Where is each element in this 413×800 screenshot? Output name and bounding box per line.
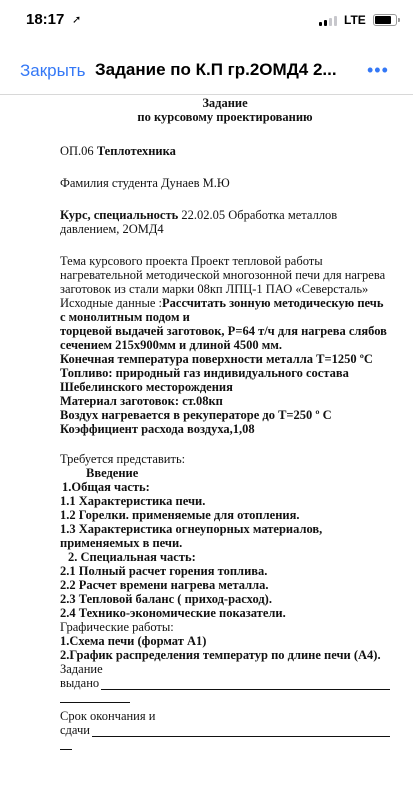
deadline-label: Срок окончания и <box>60 709 156 723</box>
document-page <box>60 96 390 800</box>
input-line: торцевой выдачей заготовок, Р=64 т/ч для нагрева слябов <box>60 324 387 338</box>
document-title: Задание по К.П гр.2ОМД4 2... <box>95 60 337 79</box>
general-part: 1.Общая часть: <box>62 480 150 494</box>
special-item: 2.2 Расчет времени нагрева металла. <box>60 578 269 592</box>
deadline-line: сдачи <box>60 723 390 737</box>
issued-label: Задание <box>60 662 103 676</box>
topic: Тема курсового проекта Проект тепловой работы нагревательной методической многозонной печи для нагрева заготовок из стали марки 08кп ЛПЦ-1 ПАО «Северсталь» <box>60 254 386 296</box>
signal-icon <box>319 16 339 26</box>
graphic-item: 2.График распределения температур по длине печи (А4). <box>60 648 381 662</box>
more-icon[interactable]: ••• <box>367 60 389 80</box>
discipline: ОП.06 Теплотехника <box>60 144 176 158</box>
location-arrow-icon: ➚ <box>72 14 82 26</box>
status-bar <box>0 0 413 36</box>
general-item: 1.1 Характеристика печи. <box>60 494 206 508</box>
special-item: 2.3 Тепловой баланс ( приход-расход). <box>60 592 272 606</box>
input-data: Исходные данные :Рассчитать зонную методическую печь с монолитным подом и <box>60 296 384 324</box>
general-item: 1.2 Горелки. применяемые для отопления. <box>60 508 300 522</box>
issued-line: выдано <box>60 676 390 690</box>
input-line: Коэффициент расхода воздуха,1,08 <box>60 422 255 436</box>
special-item: 2.4 Технико-экономические показатели. <box>60 606 286 620</box>
intro: Введение <box>86 466 139 480</box>
input-line: сечением 215х900мм и длиной 4500 мм. <box>60 338 282 352</box>
special-item: 2.1 Полный расчет горения топлива. <box>60 564 268 578</box>
clock: 18:17 <box>26 11 65 28</box>
special-part: 2. Специальная часть: <box>68 550 196 564</box>
deadline-line-2 <box>60 737 72 750</box>
required-label: Требуется представить: <box>60 452 186 466</box>
course: Курс, специальность 22.02.05 Обработка металлов давлением, 2ОМД4 <box>60 208 338 236</box>
doc-title: Задание <box>202 96 248 110</box>
graphic-item: 1.Схема печи (формат А1) <box>60 634 207 648</box>
network-type: LTE <box>344 13 366 27</box>
issued-line-2 <box>60 690 130 703</box>
nav-bar <box>0 48 413 95</box>
input-line: Конечная температура поверхности металла Т=1250 ºС <box>60 352 373 366</box>
input-line: Материал заготовок: ст.08кп <box>60 394 223 408</box>
student: Фамилия студента Дунаев М.Ю <box>60 176 230 190</box>
general-item: 1.3 Характеристика огнеупорных материалов, применяемых в печи. <box>60 522 323 550</box>
input-line: Воздух нагревается в рекуператоре до Т=250 º С <box>60 408 332 422</box>
doc-subtitle: по курсовому проектированию <box>137 110 313 124</box>
battery-icon <box>373 14 397 26</box>
input-line: Топливо: природный газ индивидуального состава Шебелинского месторождения <box>60 366 349 394</box>
close-button[interactable]: Закрыть <box>20 61 86 80</box>
graphic-label: Графические работы: <box>60 620 174 634</box>
